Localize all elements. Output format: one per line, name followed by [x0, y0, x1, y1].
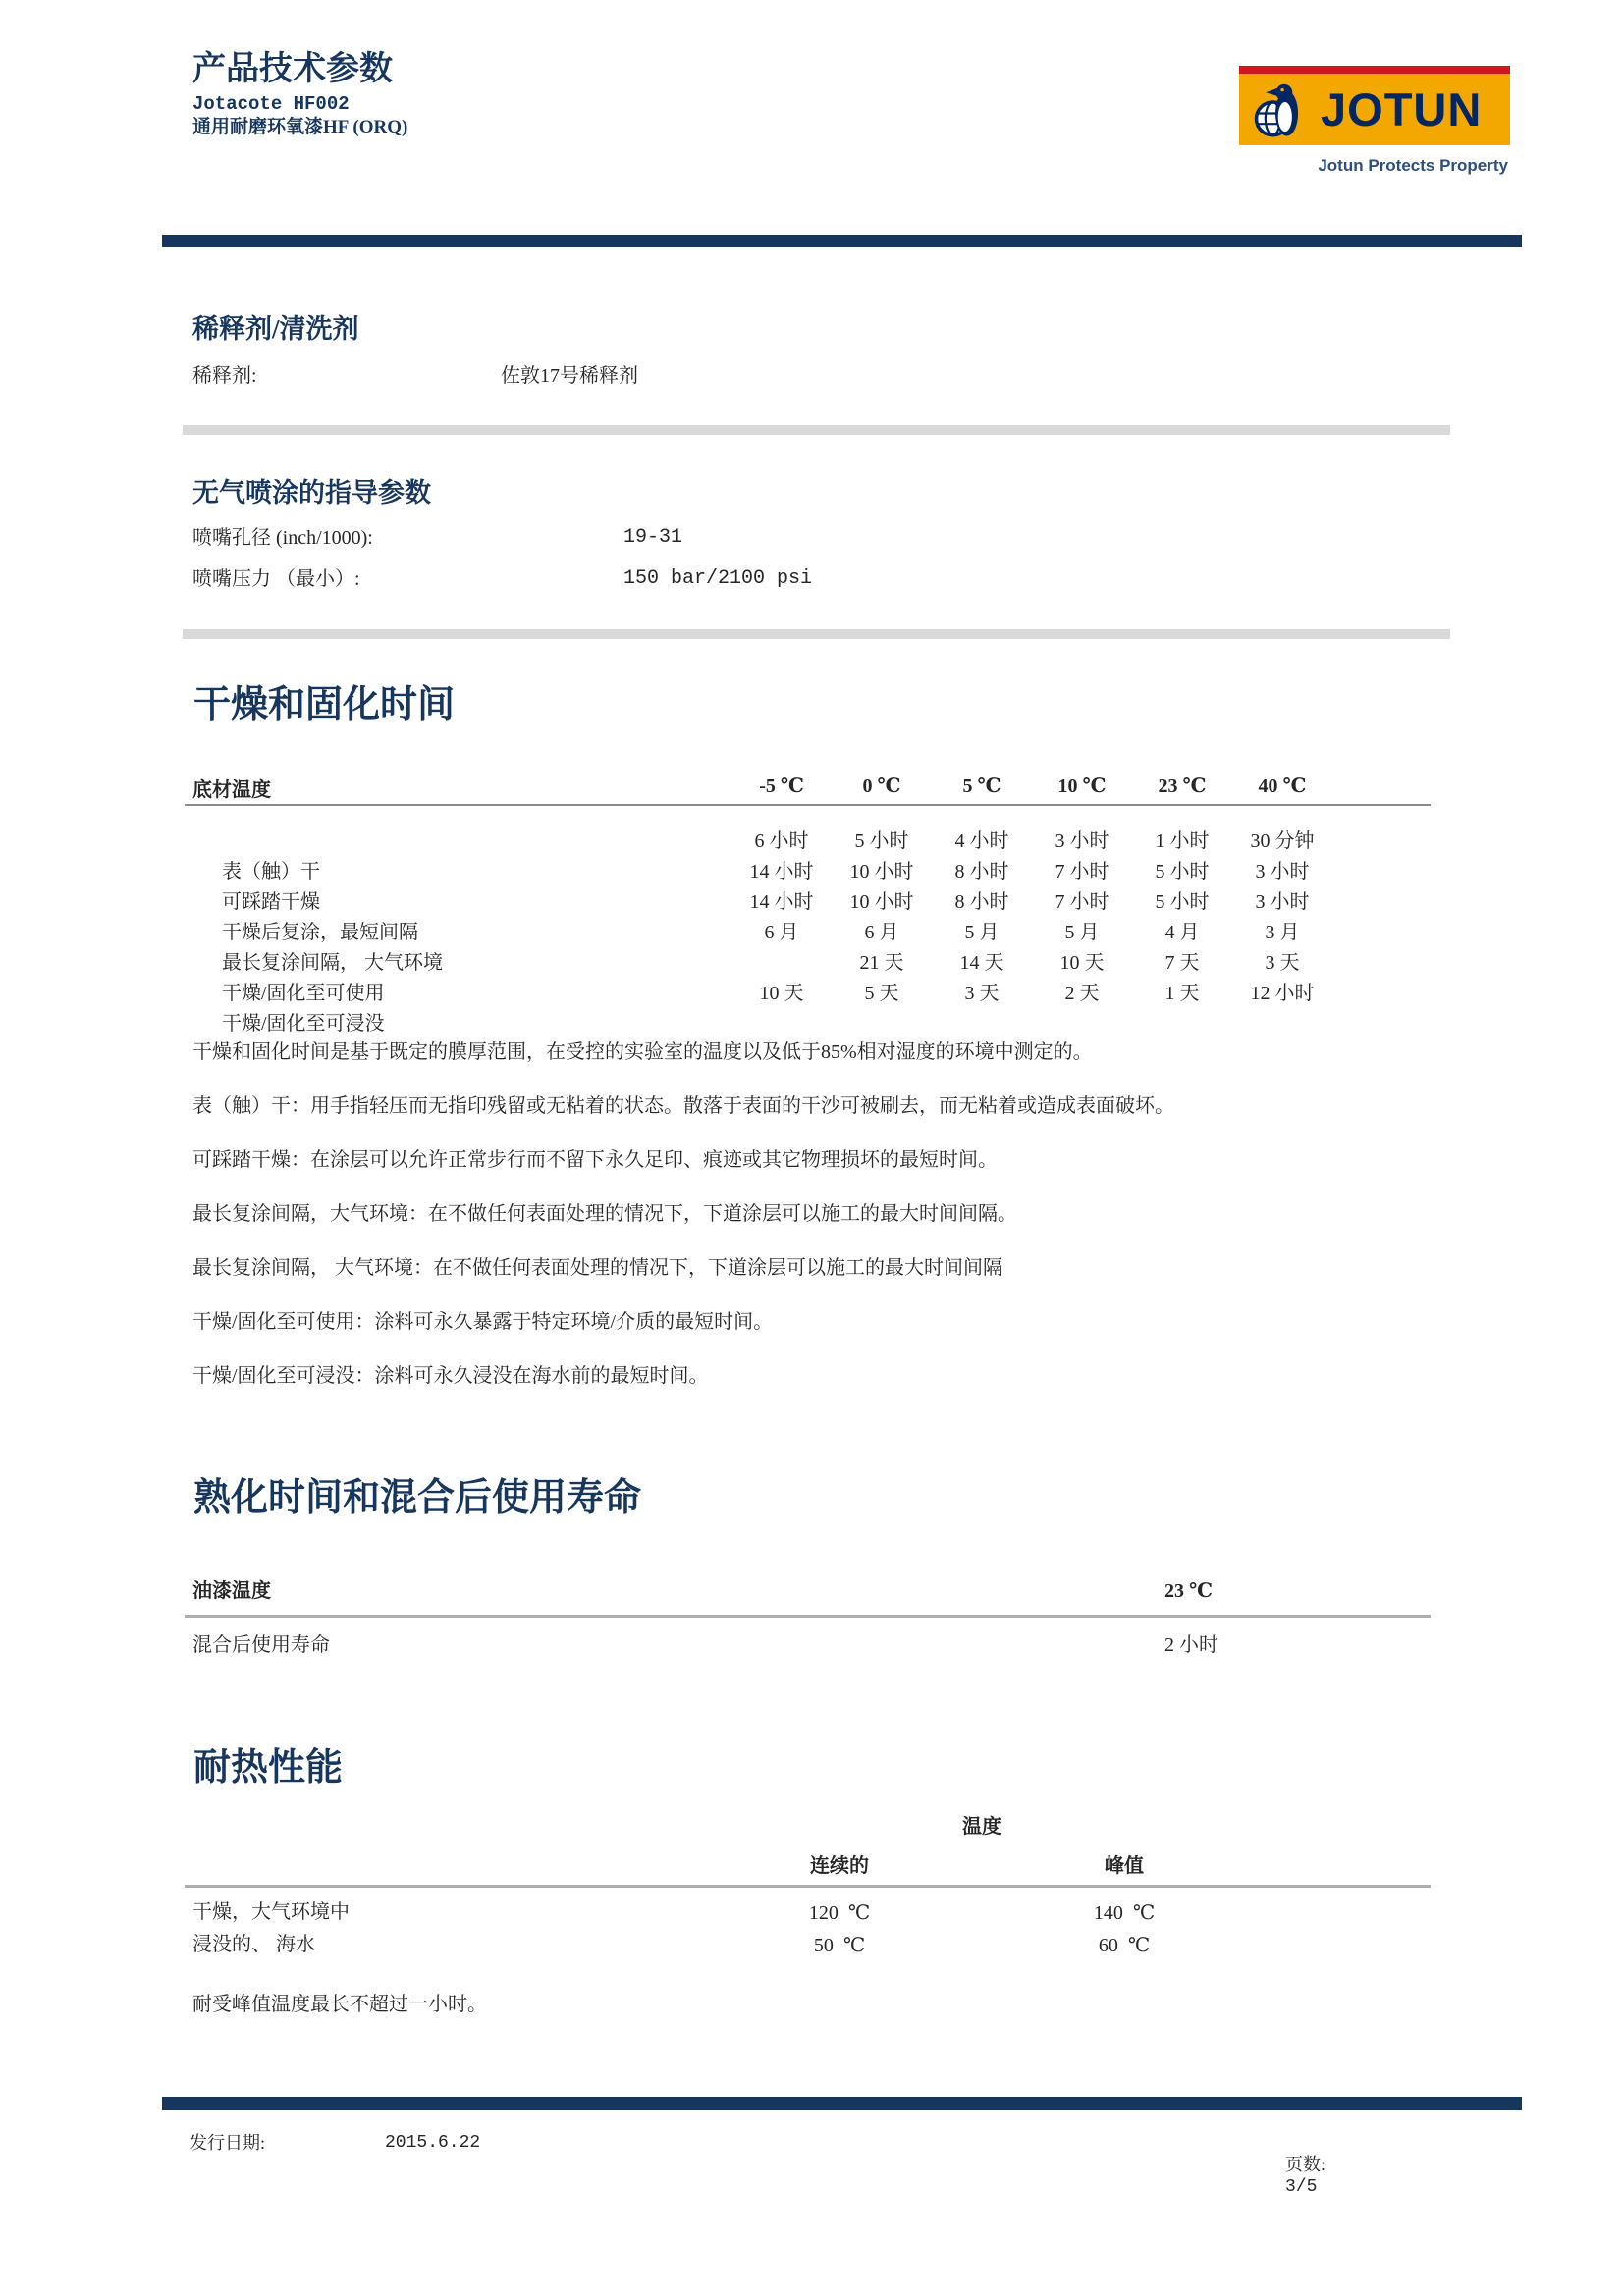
cell: 7 小时	[1055, 891, 1109, 913]
page-number	[1268, 2133, 1325, 2219]
jotun-penguin-globe-icon	[1253, 81, 1314, 138]
heat-row-continuous: 120 ℃	[808, 1902, 871, 1924]
cell: 1 天	[1164, 983, 1200, 1004]
cell: 5 小时	[1155, 891, 1210, 913]
page-title: 产品技术参数	[192, 51, 393, 87]
temp-col-header: 0 ℃	[862, 775, 901, 797]
logo-yellow-box	[1239, 74, 1510, 145]
cell: 8 小时	[954, 861, 1009, 882]
cell: 3 小时	[1255, 891, 1310, 913]
note-paragraph: 最长复涂间隔，大气环境：在不做任何表面处理的情况下，下道涂层可以施工的最大时间间隔。	[192, 1203, 1017, 1225]
cell: 14 小时	[749, 861, 814, 882]
nozzle-pressure-label: 喷嘴压力 （最小）:	[192, 568, 360, 590]
jotun-wordmark: JOTUN	[1321, 83, 1483, 135]
cell	[731, 948, 832, 979]
page-number-value: 3/5	[1285, 2177, 1318, 2198]
heat-row-peak: 60 ℃	[1098, 1935, 1151, 1956]
heat-note: 耐受峰值温度最长不超过一小时。	[192, 1994, 487, 2015]
cell: 3 天	[1265, 952, 1300, 974]
nozzle-tip-label: 喷嘴孔径 (inch/1000):	[192, 527, 373, 549]
drying-notes	[192, 1042, 1454, 1420]
cell: 3 天	[964, 983, 1000, 1004]
product-description: 通用耐磨环氧漆HF (ORQ)	[192, 117, 408, 137]
table-row	[192, 979, 1431, 1035]
row-label: 干燥/固化至可浸没	[222, 1013, 385, 1035]
heat-row-continuous: 50 ℃	[813, 1935, 866, 1956]
cell: 5 小时	[1155, 861, 1210, 882]
row-values	[731, 887, 1332, 918]
row-label: 干燥后复涂，最短间隔	[222, 922, 418, 943]
row-values	[731, 979, 1332, 1009]
cell: 2 天	[1064, 983, 1100, 1004]
cell: 12 小时	[1250, 983, 1315, 1004]
header-rule-bar	[162, 235, 1522, 247]
cell: 14 小时	[749, 891, 814, 913]
temp-col-header: 40 ℃	[1258, 775, 1307, 797]
cell: 7 天	[1164, 952, 1200, 974]
drying-table-header-rule	[185, 804, 1431, 806]
cell: 5 月	[964, 922, 1000, 943]
cell: 4 月	[1164, 922, 1200, 943]
note-paragraph: 最长复涂间隔， 大气环境：在不做任何表面处理的情况下，下道涂层可以施工的最大时间间隔	[192, 1257, 1002, 1279]
section-heading-thinner: 稀释剂/清洗剂	[192, 314, 359, 344]
row-label: 最长复涂间隔， 大气环境	[222, 952, 443, 974]
cell: 6 月	[864, 922, 899, 943]
cell: 30 分钟	[1250, 830, 1315, 852]
cell: 21 天	[859, 952, 904, 974]
footer-rule-bar	[162, 2097, 1522, 2110]
cell: 14 天	[959, 952, 1004, 974]
drying-table-row-header: 底材温度	[192, 779, 271, 801]
row-values	[731, 827, 1332, 857]
cell: 5 天	[864, 983, 899, 1004]
table-row	[192, 857, 1431, 913]
issue-date-value: 2015.6.22	[385, 2133, 481, 2153]
cell: 10 小时	[849, 861, 914, 882]
cell: 10 小时	[849, 891, 914, 913]
cell: 8 小时	[954, 891, 1009, 913]
section-divider	[183, 425, 1450, 435]
cell: 5 月	[1064, 922, 1100, 943]
temp-col-header: -5 ℃	[759, 775, 804, 797]
section-heading-drying: 干燥和固化时间	[193, 684, 456, 725]
heat-row-peak: 140 ℃	[1093, 1902, 1156, 1924]
thinner-label: 稀释剂:	[192, 365, 257, 387]
potlife-label: 混合后使用寿命	[192, 1634, 330, 1656]
cell: 10 天	[759, 983, 804, 1004]
row-label: 可踩踏干燥	[222, 891, 320, 913]
logo-red-stripe	[1239, 66, 1510, 74]
section-heading-heat: 耐热性能	[193, 1747, 344, 1789]
cell: 3 月	[1265, 922, 1300, 943]
note-paragraph: 可踩踏干燥：在涂层可以允许正常步行而不留下永久足印、痕迹或其它物理损坏的最短时间。	[192, 1149, 998, 1171]
temp-col-header: 23 ℃	[1158, 775, 1207, 797]
drying-table-temp-header-row	[731, 774, 1332, 798]
jotun-tagline: Jotun Protects Property	[1318, 156, 1508, 175]
potlife-table-header-rule	[185, 1615, 1431, 1618]
heat-col-peak: 峰值	[1105, 1855, 1144, 1877]
heat-table-header-rule	[185, 1885, 1431, 1888]
note-paragraph: 干燥和固化时间是基于既定的膜厚范围，在受控的实验室的温度以及低于85%相对湿度的环境中测定的。	[192, 1041, 1093, 1063]
section-heading-potlife: 熟化时间和混合后使用寿命	[193, 1477, 642, 1519]
section-divider	[183, 629, 1450, 639]
product-code: Jotacote HF002	[192, 93, 350, 115]
issue-date-label: 发行日期:	[189, 2133, 266, 2153]
note-paragraph: 干燥/固化至可使用：涂料可永久暴露于特定环境/介质的最短时间。	[192, 1311, 774, 1333]
note-paragraph: 表（触）干：用手指轻压而无指印残留或无粘着的状态。散落于表面的干沙可被刷去，而无粘着或造成表面破坏。	[192, 1095, 1174, 1117]
row-label: 表（触）干	[222, 861, 320, 882]
paint-temp-header: 油漆温度	[192, 1580, 271, 1602]
cell: 3 小时	[1055, 830, 1109, 852]
row-label: 干燥/固化至可使用	[222, 983, 385, 1004]
row-values	[731, 948, 1332, 979]
drying-table	[192, 827, 1431, 1035]
page-number-label: 页数:	[1285, 2154, 1326, 2174]
nozzle-pressure-value: 150 bar/2100 psi	[623, 567, 813, 590]
jotun-logo	[1239, 66, 1510, 176]
cell: 3 小时	[1255, 861, 1310, 882]
row-values	[731, 857, 1332, 887]
cell: 7 小时	[1055, 861, 1109, 882]
cell: 5 小时	[854, 830, 909, 852]
nozzle-tip-value: 19-31	[623, 526, 683, 549]
cell: 6 月	[764, 922, 799, 943]
cell: 10 天	[1059, 952, 1105, 974]
cell: 1 小时	[1155, 830, 1210, 852]
heat-col-continuous: 连续的	[810, 1855, 869, 1877]
heat-row-label: 干燥，大气环境中	[192, 1901, 350, 1923]
heat-temp-group-header: 温度	[962, 1816, 1001, 1838]
temp-col-header: 5 ℃	[962, 775, 1001, 797]
section-heading-airless: 无气喷涂的指导参数	[192, 478, 431, 507]
heat-row-label: 浸没的、 海水	[192, 1934, 315, 1955]
temp-col-header: 10 ℃	[1057, 775, 1107, 797]
paint-temp-value: 23 ℃	[1164, 1580, 1213, 1602]
row-values	[731, 918, 1332, 948]
thinner-value: 佐敦17号稀释剂	[501, 365, 638, 387]
note-paragraph: 干燥/固化至可浸没：涂料可永久浸没在海水前的最短时间。	[192, 1365, 709, 1387]
potlife-value: 2 小时	[1164, 1634, 1218, 1656]
cell: 6 小时	[754, 830, 809, 852]
cell: 4 小时	[954, 830, 1009, 852]
